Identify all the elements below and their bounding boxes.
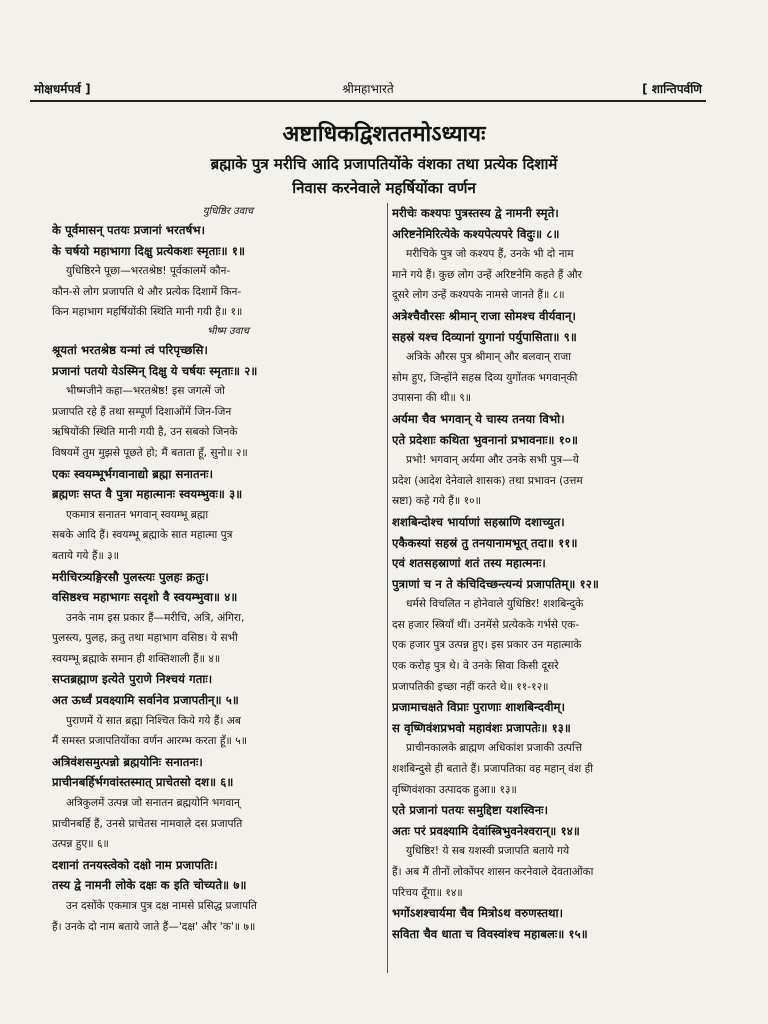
verse-line: स वृष्णिवंशप्रभवो महावंशः प्रजापतेः॥ १३॥ bbox=[392, 720, 571, 735]
verse-line: अत्रेश्चैवौरसः श्रीमान् राजा सोमश्च वीर्यवान्। bbox=[392, 308, 577, 323]
verse-line: के चर्षयो महाभागा दिक्षु प्रत्येकशः स्मृताः॥ १॥ bbox=[52, 243, 245, 258]
left-column bbox=[52, 203, 384, 937]
translation-line: दूसरे लोग उन्हें कश्यपके नामसे जानते हैं॥ ८॥ bbox=[392, 289, 565, 302]
translation-line: अत्रिके औरस पुत्र श्रीमान् और बलवान् राजा bbox=[406, 351, 572, 364]
verse-line: श्रूयतां भरतश्रेष्ठ यन्मां त्वं परिपृच्छसि। bbox=[52, 342, 208, 357]
translation-line: अत्रिकुलमें उत्पन्न जो सनातन ब्रह्मयोनि भगवान् bbox=[66, 797, 240, 810]
translation-line: सबके आदि हैं। स्वयम्भू ब्रह्माके सात महात्मा पुत्र bbox=[52, 529, 233, 542]
verse-line: एकैकस्यां सहस्रं तु तनयानामभूत् तदा॥ ११॥ bbox=[392, 535, 578, 550]
verse-line: अर्यमा चैव भगवान् ये चास्य तनया विभो। bbox=[392, 411, 565, 426]
chapter-title: अष्टाधिकद्विशततमोऽध्यायः bbox=[282, 122, 486, 147]
verse-line: पुत्राणां च न ते कंचिदिच्छन्त्यन्यं प्रजापतिम्॥ १२॥ bbox=[392, 576, 599, 591]
translation-line: उपासना की थी॥ ९॥ bbox=[392, 392, 472, 405]
translation-line: परिचय दूँगा॥ १४॥ bbox=[392, 886, 463, 899]
verse-line: प्रजामाचक्षते विप्राः पुराणाः शाशबिन्दवीम्। bbox=[392, 700, 566, 715]
translation-line: किन महाभाग महर्षियोंकी स्थिति मानी गयी है॥ १॥ bbox=[52, 306, 243, 319]
translation-line: ऋषियोंकी स्थिति मानी गयी है, उन सबको जिनके bbox=[52, 426, 238, 439]
verse-line: अत ऊर्ध्वं प्रवक्ष्यामि सर्वानेव प्रजापतीन्॥ ५॥ bbox=[52, 693, 239, 708]
verse-line: सहस्रं यश्च दिव्यानां युगानां पर्युपासिता॥ ९॥ bbox=[392, 329, 577, 344]
translation-line: वृष्णिवंशका उत्पादक हुआ॥ १३॥ bbox=[392, 783, 517, 796]
translation-line: प्रदेश (आदेश देनेवाले शासक) तथा प्रभावन (उत्तम bbox=[392, 474, 583, 487]
translation-line: भीष्मजीने कहा—भरतश्रेष्ठ! इस जगत्में जो bbox=[66, 385, 225, 398]
translation-line: युधिष्ठिर! ये सब यशस्वी प्रजापति बताये गये bbox=[406, 845, 570, 858]
column-divider bbox=[387, 203, 388, 973]
header-left: मोक्षधर्मपर्व ] bbox=[34, 82, 91, 96]
verse-line: एवं शतसहस्राणां शतं तस्य महात्मनः। bbox=[392, 556, 546, 571]
verse-line: मरीचिरत्र्यङ्गिरसौ पुलस्त्यः पुलहः क्रतुः। bbox=[52, 569, 209, 584]
translation-line: सोम हुए, जिन्होंने सहस्र दिव्य युगोंतक भगवान्‌की bbox=[392, 371, 578, 384]
verse-line: के पूर्वमासन् पतयः प्रजानां भरतर्षभ। bbox=[52, 223, 206, 237]
header-right: [ शान्तिपर्वणि bbox=[642, 82, 702, 96]
verse-line: सप्तब्रह्माण इत्येते पुराणे निश्चयं गताः। bbox=[52, 672, 213, 687]
header-center: श्रीमहाभारते bbox=[342, 82, 394, 96]
translation-line: प्राचीनकालके ब्राह्मण अधिकांश प्रजाकी उत्पत्ति bbox=[406, 742, 583, 755]
translation-line: प्रजापति रहे हैं तथा सम्पूर्ण दिशाओंमें जिन-जिन bbox=[52, 405, 232, 418]
verse-line: भगोंऽशश्चार्यमा चैव मित्रोऽथ वरुणस्तथा। bbox=[392, 906, 564, 921]
translation-line: माने गये हैं। कुछ लोग उन्हें अरिष्टनेमि कहते हैं और bbox=[392, 268, 582, 281]
translation-line: विषयमें तुम मुझसे पूछते हो; मैं बताता हूँ, सुनो॥ २॥ bbox=[52, 446, 248, 459]
translation-line: धर्मसे विचलित न होनेवाले युधिष्ठिर! शशबिन्दुके bbox=[406, 598, 584, 611]
verse-line: एते प्रजानां पतयः समुद्दिष्टा यशस्विनः। bbox=[392, 803, 549, 818]
translation-line: शशबिन्दुसे ही बताते हैं। प्रजापतिका वह महान् वंश ही bbox=[392, 763, 593, 776]
translation-line: स्रष्टा) कहे गये हैं॥ १०॥ bbox=[392, 495, 482, 508]
verse-line: वसिष्ठश्च महाभागः सदृशो वै स्वयम्भुवा॥ ४॥ bbox=[52, 590, 238, 605]
verse-line: अतः परं प्रवक्ष्यामि देवांस्त्रिभुवनेश्वरान्॥ १४॥ bbox=[392, 823, 580, 838]
translation-line: उन दसोंके एकमात्र पुत्र दक्ष नामसे प्रसिद्ध प्रजापति bbox=[66, 900, 257, 912]
translation-line: हैं। अब मैं तीनों लोकोंपर शासन करनेवाले देवताओंका bbox=[392, 866, 594, 878]
translation-line: प्रभो! भगवान् अर्यमा और उनके सभी पुत्र—ये bbox=[406, 454, 579, 467]
verse-line: प्राचीनबर्हिर्भगवांस्तस्मात् प्राचेतसो दश॥ ६॥ bbox=[52, 775, 234, 790]
translation-line: एकमात्र सनातन भगवान् स्वयम्भू ब्रह्मा bbox=[66, 508, 209, 521]
right-column bbox=[392, 203, 710, 944]
translation-line: युधिष्ठिरने पूछा—भरतश्रेष्ठ! पूर्वकालमें कौन- bbox=[66, 265, 231, 278]
translation-line: उत्पन्न हुए॥ ६॥ bbox=[52, 838, 109, 851]
subtitle-line: ब्रह्माके पुत्र मरीचि आदि प्रजापतियोंके वंशका तथा प्रत्येक दिशामें bbox=[210, 155, 558, 173]
verse-line: दशानां तनयस्त्वेको दक्षो नाम प्रजापतिः। bbox=[52, 857, 218, 872]
translation-line: प्रजापतिकी इच्छा नहीं करते थे॥ ११-१२॥ bbox=[392, 680, 549, 693]
translation-line: दस हजार स्त्रियाँ थीं। उनमेंसे प्रत्येकके गर्भसे एक- bbox=[392, 618, 580, 631]
translation-line: एक करोड़ पुत्र थे। वे उनके सिवा किसी दूसरे bbox=[392, 660, 559, 673]
translation-line: उनके नाम इस प्रकार हैं—मरीचि, अत्रि, अंगिरा, bbox=[66, 611, 245, 624]
verse-line: एते प्रदेशाः कथिता भुवनानां प्रभावनाः॥ १०॥ bbox=[392, 432, 579, 447]
translation-line: हैं। उनके दो नाम बताये जाते हैं—'दक्ष' और 'क'॥ ७॥ bbox=[52, 920, 256, 933]
speaker-label: भीष्म उवाच bbox=[207, 325, 249, 337]
subtitle-line: निवास करनेवाले महर्षियोंका वर्णन bbox=[292, 179, 476, 197]
translation-line: बताये गये हैं॥ ३॥ bbox=[52, 549, 120, 562]
verse-line: एकः स्वयम्भूर्भगवानाद्यो ब्रह्मा सनातनः। bbox=[52, 466, 214, 481]
translation-line: मैं समस्त प्रजापतियोंका वर्णन आरम्भ करता हूँ॥ ५॥ bbox=[52, 735, 248, 748]
running-header bbox=[30, 78, 706, 102]
verse-line: अत्रिवंशसमुत्पन्नो ब्रह्मयोनिः सनातनः। bbox=[52, 754, 203, 769]
translation-line: पुलस्त्य, पुलह, क्रतु तथा महाभाग वसिष्ठ। ये सभी bbox=[52, 632, 238, 645]
verse-line: प्रजानां पतयो येऽस्मिन् दिक्षु ये चर्षयः स्मृताः॥ २॥ bbox=[52, 363, 258, 378]
verse-line: सविता चैव धाता च विवस्वांश्च महाबलः॥ १५॥ bbox=[392, 926, 588, 941]
translation-line: एक हजार पुत्र उत्पन्न हुए। इस प्रकार उन महात्माके bbox=[392, 639, 582, 652]
chapter-subtitle bbox=[0, 152, 768, 200]
verse-line: ब्रह्मणः सप्त वै पुत्रा महात्मानः स्वयम्भुवः॥ ३॥ bbox=[52, 487, 243, 502]
translation-line: मरीचिके पुत्र जो कश्यप हैं, उनके भी दो नाम bbox=[406, 248, 574, 261]
verse-line: मरीचेः कश्यपः पुत्रस्तस्य द्वे नामनी स्मृते। bbox=[392, 206, 559, 220]
verse-line: अरिष्टनेमिरित्येके कश्यपेत्यपरे विदुः॥ ८॥ bbox=[392, 226, 560, 241]
translation-line: कौन-से लोग प्रजापति थे और प्रत्येक दिशामें किन- bbox=[52, 285, 242, 298]
translation-line: पुराणमें ये सात ब्रह्मा निश्चित किये गये हैं। अब bbox=[66, 714, 241, 727]
translation-line: प्राचीनबर्हि हैं, उनसे प्राचेतस नामवाले दस प्रजापति bbox=[52, 817, 243, 830]
verse-line: शशबिन्दोश्च भार्याणां सहस्राणि दशाच्युत। bbox=[392, 514, 565, 529]
speaker-label: युधिष्ठिर उवाच bbox=[202, 206, 254, 217]
verse-line: तस्य द्वे नामनी लोके दक्षः क इति चोच्यते॥ ७॥ bbox=[52, 878, 247, 893]
translation-line: स्वयम्भू ब्रह्माके समान ही शक्तिशाली हैं॥ ४॥ bbox=[52, 652, 221, 665]
